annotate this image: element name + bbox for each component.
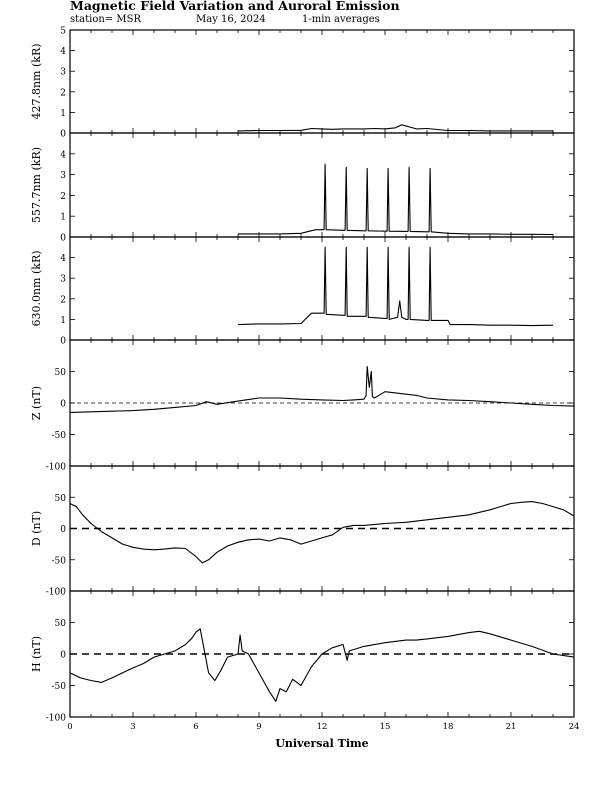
y-tick-label: -50 [51,682,66,692]
y-tick-label: 2 [60,88,66,99]
y-tick-label: 5 [60,26,66,37]
y-tick-label: 3 [60,274,66,285]
y-tick-label: -100 [45,713,66,724]
y-tick-label: 0 [60,336,66,347]
y-tick-label: 2 [60,295,66,306]
x-tick-label: 9 [256,722,262,732]
y-tick-label: 0 [60,233,66,244]
panel-4 [30,340,574,473]
panel-frame [70,237,574,340]
date-label: May 16, 2024 [196,14,266,25]
x-tick-label: 24 [568,722,580,732]
series-line [70,502,574,563]
panel-3 [30,237,574,347]
x-tick-label: 0 [67,722,73,732]
y-tick-label: 3 [60,171,66,182]
y-tick-label: 1 [60,315,66,326]
series-line [238,164,553,234]
y-tick-label: 0 [60,525,66,535]
x-tick-label: 3 [130,722,136,732]
x-tick-label: 12 [316,722,328,732]
y-tick-label: 4 [60,150,66,161]
y-axis-label: D (nT) [30,510,43,547]
panels [30,27,579,751]
panel-6 [30,591,579,750]
averaging-label: 1-min averages [302,14,380,25]
x-tick-label: 15 [379,722,391,732]
series-line [238,125,553,131]
y-tick-label: 4 [60,47,66,58]
y-tick-label: 50 [54,619,66,629]
y-tick-label: -100 [45,587,66,598]
y-tick-label: 4 [60,254,66,265]
y-tick-label: 1 [60,212,66,223]
y-axis-label: 557.7nm (kR) [30,146,43,224]
y-tick-label: 0 [60,399,66,410]
panel-1 [30,27,574,140]
y-tick-label: -100 [45,462,66,473]
series-line [70,629,574,702]
y-tick-label: 2 [60,191,66,202]
y-tick-label: -50 [51,556,66,567]
x-tick-label: 21 [505,722,517,732]
chart-title: Magnetic Field Variation and Auroral Emission [70,0,400,13]
x-axis-label: Universal Time [275,737,369,750]
y-tick-label: 3 [60,67,66,78]
station-label: station= MSR [70,14,141,25]
series-line [238,247,553,325]
panel-5 [30,466,574,598]
y-tick-label: 0 [60,129,66,140]
series-line [70,367,574,413]
x-tick-label: 18 [442,722,454,732]
y-tick-label: 50 [54,368,66,378]
panel-2 [30,133,574,244]
y-tick-label: 1 [60,108,66,119]
y-axis-label: H (nT) [30,635,43,673]
y-axis-label: Z (nT) [30,385,43,421]
y-tick-label: 50 [54,493,66,504]
y-tick-label: 0 [60,650,66,661]
panel-frame [70,133,574,237]
y-tick-label: -50 [51,431,66,441]
y-axis-label: 630.0nm (kR) [30,250,43,327]
panel-frame [70,30,574,133]
x-tick-label: 6 [193,722,199,732]
y-axis-label: 427.8nm (kR) [30,43,43,120]
